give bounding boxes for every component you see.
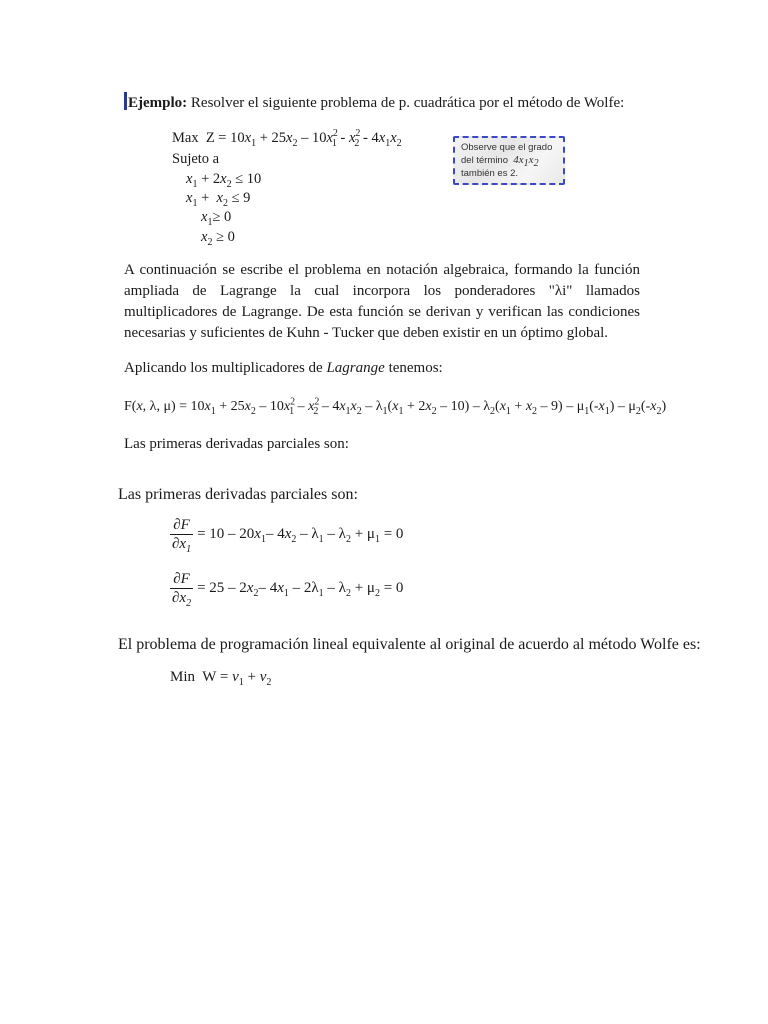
note-line-1: Observe que el grado [461, 142, 553, 153]
constraint-2: $x_1 + x_2 \le 9$ [186, 190, 251, 209]
applying-multipliers-text: Aplicando los multiplicadores de Lagrange tenemos: [124, 360, 443, 376]
text-cursor [124, 92, 127, 110]
example-statement: Resolver el siguiente problema de p. cuadrática por el método de Wolfe: [190, 95, 625, 111]
partial-derivative-x1: $\frac{\partial F}{\partial x_1}$ = $10 - 20x_1-$ $4x_2 - \lambda_1 - \lambda_2 + \mu_1 = 0$ [172, 517, 404, 555]
partial-derivatives-label-small: Las primeras derivadas parciales son: [124, 436, 349, 452]
lagrangian-equation: F(x, λ, $\mu) = 10x_1 + 25x_2 - 10x^2_1 - x^2_2 - 4x_1x_2 - \lambda_1(x_1 + 2x_2 - 10) - \lambda_2(x_1 + x_2 - 9) - \mu_1(-x_1) - \mu_2(-x_2)$ [124, 396, 667, 417]
example-label: Ejemplo: [124, 95, 187, 111]
subject-to-label: Sujeto a [172, 151, 220, 167]
constraint-nonneg-1: $x_1\ge 0$ [201, 209, 232, 228]
lagrange-paragraph: A continuación se escribe el problema en notación algebraica, formando la función ampliada de Lagrange la cual incorpora los ponderadores "λi" llamados multiplicadores de Lagrange. De esta función se derivan y verifican las condiciones necesarias y suficientes de Kuhn - Tucker que deben existir en un óptimo global. [124, 262, 640, 341]
constraint-1: $x_1 + 2x_2 \le 10$ [186, 171, 262, 190]
fraction-dF-dx2: $\frac{\partial F}{\partial x_2}$ [172, 571, 192, 609]
constraint-nonneg-2: $x_2 \ge 0$ [201, 229, 235, 248]
note-line-2: del término $4x_1x_2$ [461, 154, 539, 170]
note-line-3: también es 2. [461, 168, 519, 179]
fraction-dF-dx1: $\frac{\partial F}{\partial x_1}$ [172, 517, 192, 555]
objective-function: Max $Z = 10x_1 + 25x_2 - 10x^2_1 - x^2_2 - 4x_1x_2$ [172, 128, 402, 149]
note-box [453, 136, 565, 185]
partial-derivative-x2: $\frac{\partial F}{\partial x_2}$ = $25 - 2x_2-$ $4x_1 - 2\lambda_1 - \lambda_2 + \mu_2 = 0$ [172, 571, 404, 609]
example-heading [124, 92, 624, 113]
partial-derivatives-label: Las primeras derivadas parciales son: [118, 486, 358, 503]
min-w-objective: Min $W = v_1 + v_2$ [170, 669, 272, 688]
equivalent-problem-text: El problema de programación lineal equivalente al original de acuerdo al método Wolfe es: [118, 636, 701, 653]
